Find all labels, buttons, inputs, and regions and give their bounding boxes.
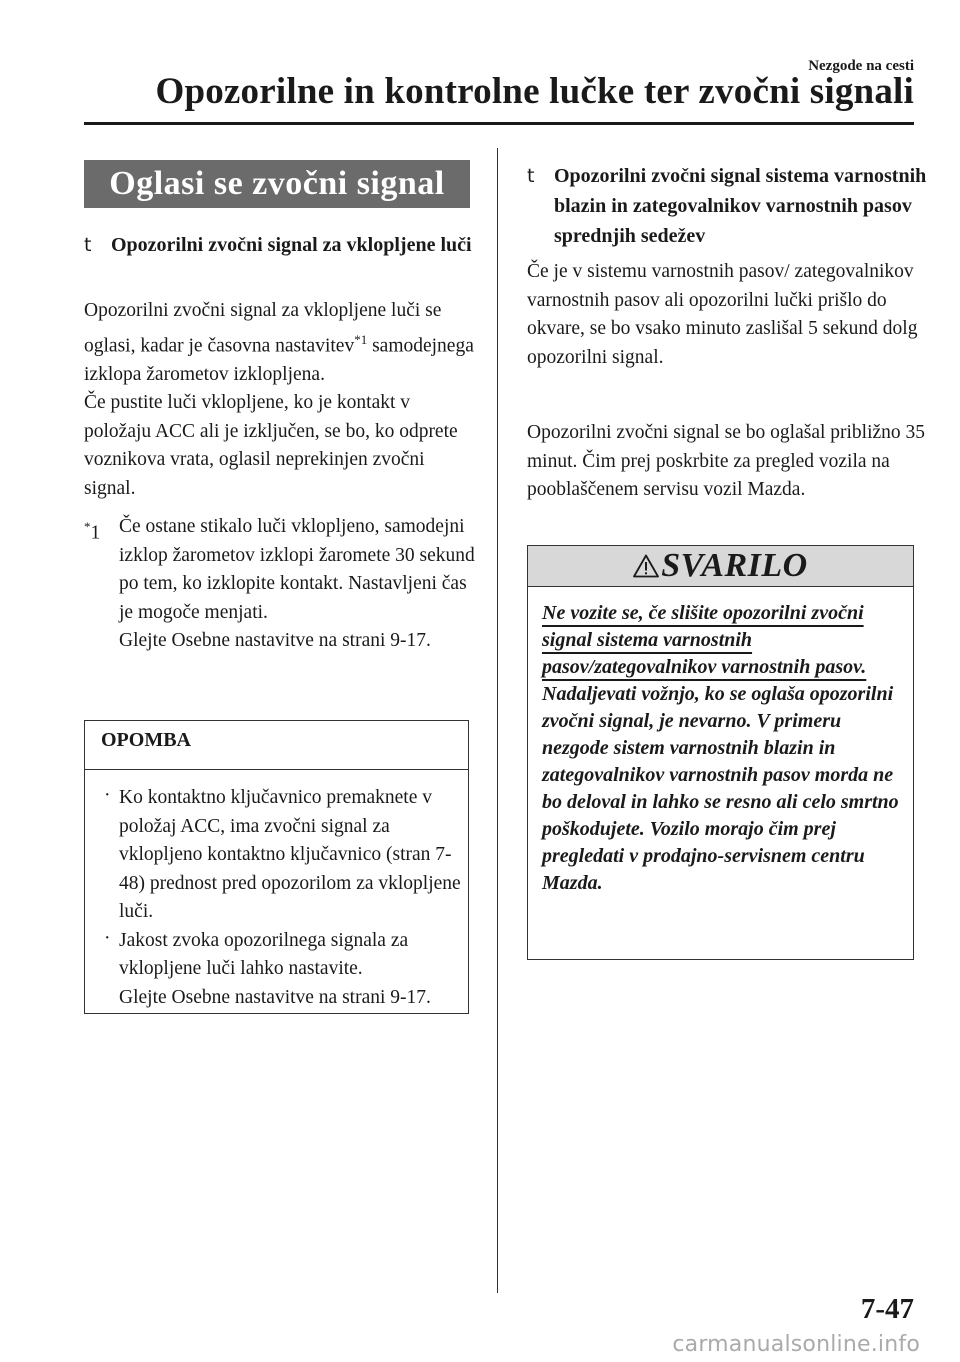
note-item-text: Ko kontaktno ključavnico premaknete v položaj ACC, ima zvočni signal za vklopljeno kontaktno ključavnico (stran 7-48) prednost pred opozorilom za vklopljene luči.	[119, 787, 461, 922]
subheading-marker: t	[84, 234, 92, 256]
airbag-warning-paragraph-1: Če je v sistemu varnostnih pasov/ zategovalnikov varnostnih pasov ali opozorilni lučki prišlo do okvare, se bo vsako minuto zaslišal 5 sekund dolg opozorilni signal.	[527, 261, 918, 368]
column-divider	[497, 148, 498, 1293]
note-list	[103, 784, 463, 1012]
subheading-headlight-warning	[84, 230, 474, 260]
paragraph-1-text: Opozorilni zvočni signal za vklopljene luči se oglasi, kadar je časovna nastavitev	[84, 300, 442, 356]
header-rule	[84, 122, 914, 125]
main-heading: Oglasi se zvočni signal	[84, 160, 470, 208]
airbag-warning-paragraph-2: Opozorilni zvočni signal se bo oglašal približno 35 minut. Čim prej poskrbite za pregled vozila na pooblaščenem servisu vozil Mazda.	[527, 422, 926, 500]
note-rule	[85, 769, 468, 770]
paragraph-1	[84, 297, 476, 389]
note-item-text: Jakost zvoka opozorilnega signala za vklopljene luči lahko nastavite.	[119, 929, 409, 979]
footnote-marker	[84, 513, 100, 548]
footnote-text	[119, 513, 476, 656]
paragraph-2: Če pustite luči vklopljene, ko je kontakt v položaju ACC ali je izključen, se bo, ko odprete voznikova vrata, oglasil neprekinjen zvočni signal.	[84, 392, 458, 499]
bullet-icon: ·	[104, 927, 111, 949]
warning-text	[542, 600, 902, 897]
chapter-label: Nezgode na cesti	[808, 58, 914, 74]
subheading-airbag-warning	[527, 161, 927, 251]
bullet-icon: ·	[104, 785, 111, 806]
note-item	[103, 927, 463, 1013]
footnote-body: Če ostane stikalo luči vklopljeno, samodejni izklop žarometov izklopi žaromete 30 sekund po tem, ko izklopite kontakt. Nastavljeni čas je mogoče menjati.	[119, 516, 475, 623]
warning-emphasis: Ne vozite se, če slišite opozorilni zvočni signal sistema varnostnih pasov/zategovalnikov varnostnih pasov.	[542, 602, 867, 678]
section-title: Opozorilne in kontrolne lučke ter zvočni signali	[155, 71, 914, 112]
watermark: carmanualsonline.info	[672, 1332, 920, 1357]
subheading-text: Opozorilni zvočni signal za vklopljene luči	[111, 234, 472, 256]
page-number: 7-47	[860, 1293, 914, 1325]
footnote-reference: *1	[354, 331, 368, 347]
warning-title: SVARILO	[661, 547, 808, 584]
warning-header	[528, 546, 913, 587]
warning-body: Nadaljevati vožnjo, ko se oglaša opozorilni zvočni signal, je nevarno. V primeru nezgode sistem varnostnih blazin in zategovalnikov varnostnih pasov morda ne bo deloval in lahko se resno ali celo smrtno poškodujete. Vozilo morajo čim prej pregledati v prodajno-servisnem centru Mazda.	[542, 683, 899, 894]
note-page-reference: Glejte Osebne nastavitve na strani 9-17.	[119, 986, 431, 1008]
footnote	[84, 513, 476, 656]
subheading-text: Opozorilni zvočni signal sistema varnostnih blazin in zategovalnikov varnostnih pasov sprednjih sedežev	[554, 165, 927, 247]
footnote-number: 1	[90, 522, 101, 544]
subheading-marker: t	[527, 165, 535, 187]
warning-triangle-icon	[633, 554, 659, 578]
note-item	[103, 784, 463, 927]
note-title: OPOMBA	[101, 729, 191, 751]
footnote-star: *	[84, 519, 91, 534]
paragraph-1-text-end: samodejnega izklopa žarometov izklopljena.	[84, 335, 474, 385]
warning-box	[527, 545, 914, 960]
headlight-warning-paragraph	[84, 297, 476, 503]
footnote-page-reference: Glejte Osebne nastavitve na strani 9-17.	[119, 630, 431, 651]
note-box	[84, 720, 469, 1014]
